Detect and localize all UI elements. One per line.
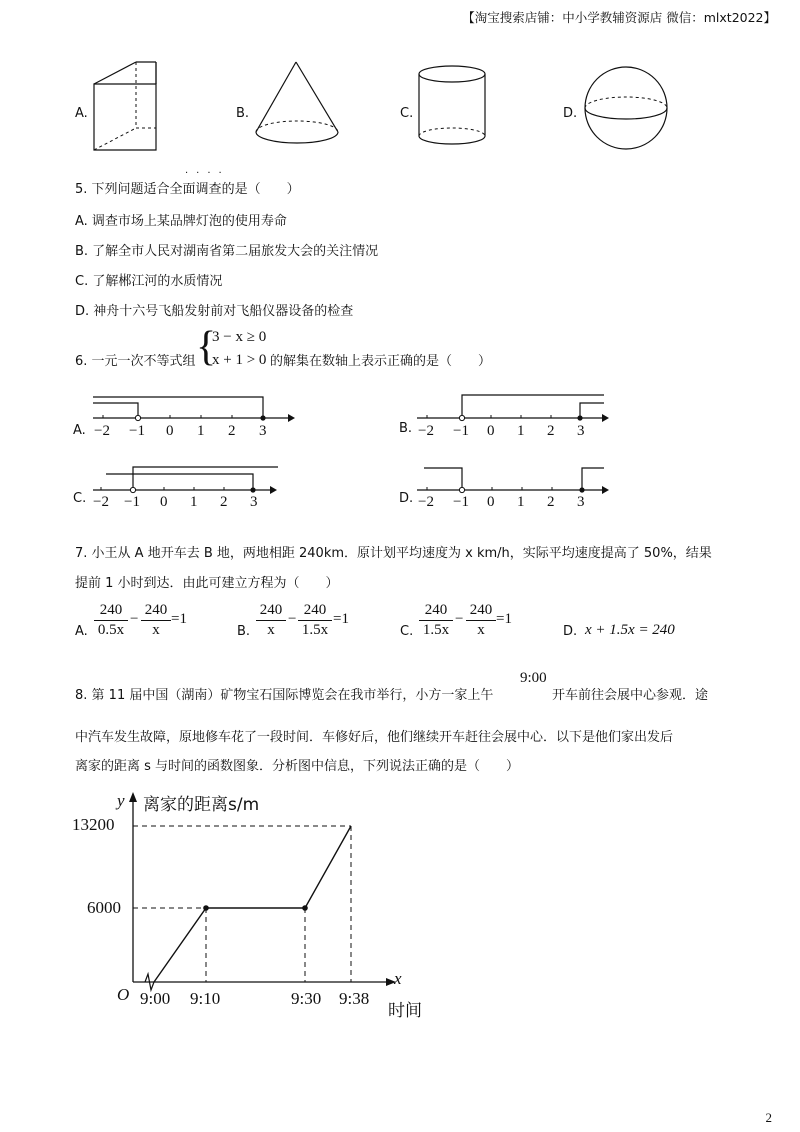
q7-a-denominator-1: 0.5x — [97, 622, 125, 638]
q8-time: 9:00 — [520, 670, 547, 686]
q6-option-b-label: B. — [399, 421, 413, 436]
graph-x-tick: 9:30 — [291, 989, 322, 1008]
q4-option-b-label: B. — [236, 106, 250, 121]
graph-y-axis-letter: y — [117, 791, 125, 810]
number-line-d-tick: 0 — [487, 494, 495, 510]
q5-stem-start: 5. 下列问题适合 — [75, 182, 170, 197]
q8-line-1-start: 8. 第 11 届中国（湖南）矿物宝石国际博览会在我市举行，小方一家上午 — [75, 688, 494, 703]
number-line-c-tick: 0 — [160, 494, 168, 510]
q6-inequality-1: 3 − x ≥ 0 — [212, 329, 267, 345]
number-line-d-tick: 1 — [517, 494, 525, 510]
graph-x-tick: 9:10 — [190, 989, 221, 1008]
q7-b-denominator-1: x — [267, 622, 275, 638]
q5-option-c: C. 了解郴江河的水质情况 — [75, 274, 223, 289]
graph-y-title: 离家的距离s/m — [143, 795, 260, 815]
number-line-c-tick: 1 — [190, 494, 198, 510]
q7-a-denominator-2: x — [152, 622, 160, 638]
graph-origin: O — [117, 985, 130, 1004]
number-line-c-tick: −1 — [124, 494, 140, 510]
number-line-b-tick: 0 — [487, 423, 495, 439]
q7-option-c-label: C. — [400, 624, 414, 639]
q7-b-numerator-1: 240 — [256, 602, 286, 621]
number-line-b-tick: −1 — [453, 423, 469, 439]
graph-x-title: 时间 — [388, 1001, 422, 1021]
q7-a-numerator-2: 240 — [141, 602, 171, 621]
q7-b-numerator-2: 240 — [298, 602, 332, 621]
number-line-d-tick: 2 — [547, 494, 555, 510]
q6-stem-end: 的解集在数轴上表示正确的是（ ） — [270, 354, 492, 369]
q7-line-1: 7. 小王从 A 地开车去 B 地，两地相距 240km．原计划平均速度为 x km/h，实际平均速度提高了 50%，结果 — [75, 546, 712, 561]
q5-stem-emphasis: 全面调查 — [169, 182, 222, 197]
number-line-c-tick: 3 — [250, 494, 258, 510]
q4-option-d-label: D. — [563, 106, 578, 121]
q7-option-b-label: B. — [237, 624, 251, 639]
q4-option-a-label: A. — [75, 106, 88, 121]
q6-inequality-2: x + 1 > 0 — [212, 352, 267, 368]
q5-option-b: B. 了解全市人民对湖南省第二届旅发大会的关注情况 — [75, 244, 379, 259]
q6-option-c-label: C. — [73, 491, 87, 506]
q7-c-denominator-2: x — [477, 622, 485, 638]
number-line-a-tick: 1 — [197, 423, 205, 439]
q8-line-3: 离家的距离 s 与时间的函数图象．分析图中信息，下列说法正确的是（ ） — [75, 759, 520, 774]
number-line-b-tick: 2 — [547, 423, 555, 439]
number-line-a-tick: 2 — [228, 423, 236, 439]
emphasis-dots: ···· — [185, 168, 230, 179]
header-watermark: 【淘宝搜索店铺：中小学教辅资源店 微信：mlxt2022】 — [462, 10, 776, 25]
number-line-a-tick: 0 — [166, 423, 174, 439]
q7-b-denominator-2: 1.5x — [301, 622, 329, 638]
q8-line-2: 中汽车发生故障，原地修车花了一段时间．车修好后，他们继续开车赶往会展中心．以下是他们家出发后 — [75, 730, 674, 745]
graph-x-tick: 9:00 — [140, 989, 171, 1008]
q6-option-a-label: A. — [73, 423, 86, 438]
q7-a-numerator-1: 240 — [94, 602, 128, 621]
graph-x-axis-letter: x — [394, 969, 402, 988]
graph-x-tick: 9:38 — [339, 989, 370, 1008]
number-line-b-tick: −2 — [418, 423, 434, 439]
q6-stem-start: 6. 一元一次不等式组 — [75, 354, 196, 369]
number-line-a-tick: 3 — [259, 423, 267, 439]
q6-option-d-label: D. — [399, 491, 414, 506]
graph-y-tick-6000: 6000 — [87, 898, 121, 917]
q4-option-c-label: C. — [400, 106, 414, 121]
q7-line-2: 提前 1 小时到达．由此可建立方程为（ ） — [75, 576, 339, 591]
q5-option-a: A. 调查市场上某品牌灯泡的使用寿命 — [75, 214, 287, 229]
q7-b-rhs: =1 — [333, 611, 349, 627]
q7-option-a-label: A. — [75, 624, 88, 639]
number-line-a-tick: −1 — [129, 423, 145, 439]
number-line-b-tick: 3 — [577, 423, 585, 439]
q7-d-equation: x + 1.5x = 240 — [585, 622, 675, 638]
number-line-d-tick: −1 — [453, 494, 469, 510]
q5-option-d: D. 神舟十六号飞船发射前对飞船仪器设备的检查 — [75, 304, 354, 319]
q7-c-numerator-2: 240 — [466, 602, 496, 621]
number-line-d-tick: −2 — [418, 494, 434, 510]
q8-line-1-end: 开车前往会展中心参观．途 — [552, 688, 709, 703]
number-line-c-tick: −2 — [93, 494, 109, 510]
q7-c-rhs: =1 — [496, 611, 512, 627]
number-line-d-tick: 3 — [577, 494, 585, 510]
q7-option-d-label: D. — [563, 624, 578, 639]
q6-brace: { — [196, 324, 217, 370]
number-line-b-tick: 1 — [517, 423, 525, 439]
q7-b-minus: − — [288, 611, 297, 627]
page-number: 2 — [765, 1110, 772, 1125]
q7-a-rhs: =1 — [171, 611, 187, 627]
q7-a-minus: − — [130, 611, 139, 627]
number-line-c-tick: 2 — [220, 494, 228, 510]
q7-c-minus: − — [455, 611, 464, 627]
q5-stem-end: 的是（ ） — [221, 182, 300, 197]
graph-y-tick-13200: 13200 — [72, 815, 115, 834]
q7-c-denominator-1: 1.5x — [422, 622, 450, 638]
number-line-a-tick: −2 — [94, 423, 110, 439]
q7-c-numerator-1: 240 — [419, 602, 453, 621]
